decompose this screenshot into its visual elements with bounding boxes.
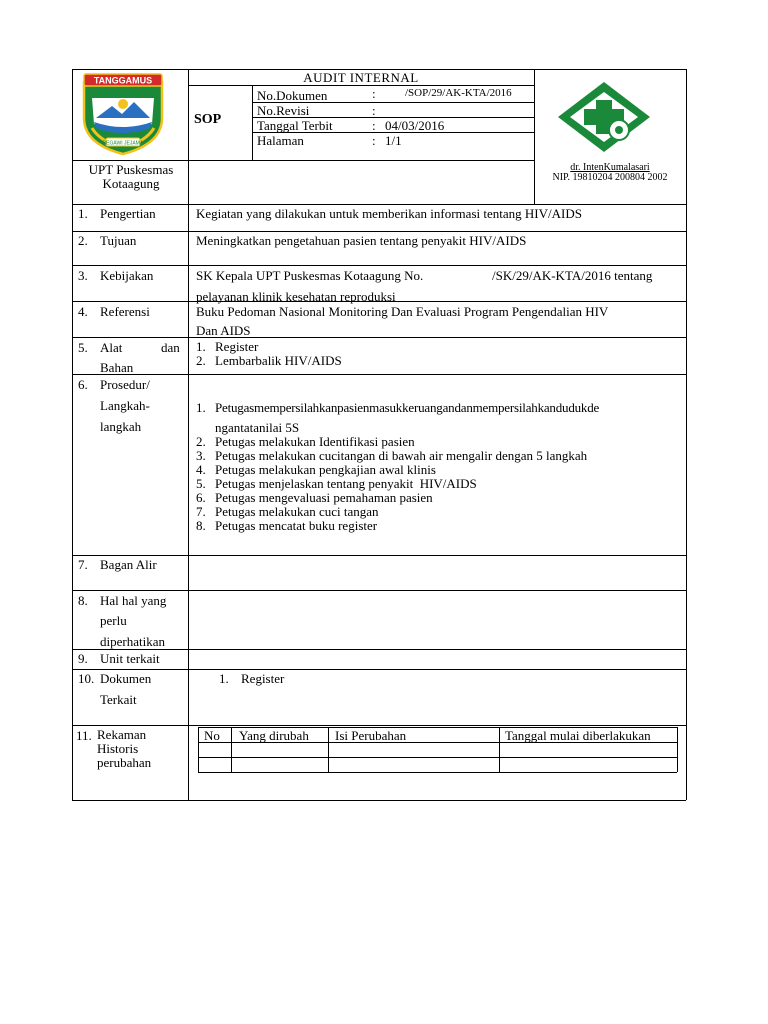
row-label-tujuan: Tujuan <box>100 233 137 248</box>
meta-value-tanggal: 04/03/2016 <box>385 118 445 133</box>
row-num-2: 2. <box>78 233 88 248</box>
step-1-line-1: Petugasmempersilahkanpasienmasukkeruangandanmempersilahkandudukde <box>215 400 600 415</box>
row-line-5 <box>72 337 686 338</box>
row-label-bagan: Bagan Alir <box>100 557 157 572</box>
row-label-hal-3: diperhatikan <box>100 634 165 649</box>
org-name: UPT Puskesmas Kotaagung <box>88 162 174 191</box>
history-table <box>198 727 677 772</box>
row-line-8 <box>72 590 686 591</box>
list-item-text: Lembarbalik HIV/AIDS <box>215 353 342 368</box>
sop-label: SOP <box>194 112 222 127</box>
row-label-bahan: Bahan <box>100 360 134 375</box>
list-item: 2. <box>196 353 206 368</box>
meta-sep-halaman: : <box>372 133 376 148</box>
row-line-9 <box>72 649 686 650</box>
border-left <box>72 69 73 800</box>
svg-text:TANGGAMUS: TANGGAMUS <box>93 75 153 86</box>
step-number-1: 1. <box>196 400 206 415</box>
meta-value-dokumen: /SOP/29/AK-KTA/2016 <box>405 87 512 99</box>
step-text-3: Petugas melakukan cucitangan di bawah air mengalir dengan 5 langkah <box>215 448 588 463</box>
row-label-prosedur-3: langkah <box>100 419 142 434</box>
row-num-11: 11. <box>76 728 92 743</box>
row-num-7: 7. <box>78 557 88 572</box>
title-underline <box>188 85 534 86</box>
document-title: AUDIT INTERNAL <box>303 70 419 85</box>
list-item: 1. <box>196 339 206 354</box>
step-text-6: Petugas mengevaluasi pemahaman pasien <box>215 490 433 505</box>
signer-nip: NIP. 19810204 200804 2002 <box>552 172 668 183</box>
meta-line-bottom <box>188 160 534 161</box>
signer-name: dr. IntenKumalasari <box>570 162 650 173</box>
history-header-isi-perubahan: Isi Perubahan <box>335 728 407 743</box>
row-label-rekaman: Rekaman Historis perubahan <box>97 727 152 770</box>
dokumen-item-number: 1. <box>219 671 229 686</box>
row-label-pengertian: Pengertian <box>100 206 156 221</box>
row-line-6 <box>72 374 686 375</box>
logo-cell-bottom <box>72 160 188 161</box>
row-label-unit: Unit terkait <box>100 651 160 666</box>
meta-label-revisi: No.Revisi <box>257 103 310 118</box>
row-content-referensi-a: Buku Pedoman Nasional Monitoring Dan Evaluasi Program Pengendalian HIV <box>196 304 609 319</box>
dokumen-item-text: Register <box>241 671 285 686</box>
meta-label-tanggal: Tanggal Terbit <box>257 118 333 133</box>
step-number-8: 8. <box>196 518 206 533</box>
meta-label-dokumen: No.Dokumen <box>257 88 328 103</box>
col-divider-label <box>188 69 189 800</box>
row-line-11 <box>72 725 686 726</box>
step-text-5: Petugas menjelaskan tentang penyakit HIV/AIDS <box>215 476 477 491</box>
step-number-2: 2. <box>196 434 206 449</box>
row-num-4: 4. <box>78 304 88 319</box>
row-content-tujuan: Meningkatkan pengetahuan pasien tentang penyakit HIV/AIDS <box>196 233 527 248</box>
step-number-4: 4. <box>196 462 206 477</box>
row-num-6: 6. <box>78 377 88 392</box>
row-line-10 <box>72 669 686 670</box>
row-content-referensi-b: Dan AIDS <box>196 323 251 338</box>
meta-sep-revisi: : <box>372 103 376 118</box>
list-item-text: Register <box>215 339 259 354</box>
meta-label-halaman: Halaman <box>257 133 304 148</box>
row-label-hal-1: Hal hal yang <box>100 593 167 608</box>
step-text-8: Petugas mencatat buku register <box>215 518 378 533</box>
meta-sep-tanggal: : <box>372 118 376 133</box>
step-1-line-2: ngantatanilai 5S <box>215 420 300 435</box>
row-label-kebijakan: Kebijakan <box>100 268 154 283</box>
history-header-no: No <box>204 728 220 743</box>
step-text-7: Petugas melakukan cuci tangan <box>215 504 379 519</box>
tanggamus-logo <box>78 72 168 156</box>
puskesmas-logo <box>548 78 660 156</box>
row-num-10: 10. <box>78 671 95 686</box>
row-label-dokumen-1: Dokumen <box>100 671 152 686</box>
step-text-2: Petugas melakukan Identifikasi pasien <box>215 434 415 449</box>
step-number-7: 7. <box>196 504 206 519</box>
row-num-1: 1. <box>78 206 88 221</box>
history-header-tanggal: Tanggal mulai diberlakukan <box>505 728 651 743</box>
step-number-3: 3. <box>196 448 206 463</box>
sop-divider <box>252 85 253 160</box>
row-content-kebijakan-c: pelayanan klinik kesehatan reproduksi <box>196 289 396 304</box>
row-num-3: 3. <box>78 268 88 283</box>
row-num-8: 8. <box>78 593 88 608</box>
row-label-referensi: Referensi <box>100 304 150 319</box>
row-line-3 <box>72 265 686 266</box>
col-divider-logo <box>534 69 535 204</box>
row-label-prosedur-2: Langkah- <box>100 398 150 413</box>
border-right <box>686 69 687 800</box>
step-text-4: Petugas melakukan pengkajian awal klinis <box>215 462 436 477</box>
row-line-1 <box>72 204 686 205</box>
row-num-9: 9. <box>78 651 88 666</box>
step-number-6: 6. <box>196 490 206 505</box>
row-content-pengertian: Kegiatan yang dilakukan untuk memberikan informasi tentang HIV/AIDS <box>196 206 582 221</box>
row-content-kebijakan-a: SK Kepala UPT Puskesmas Kotaagung No. <box>196 268 424 283</box>
border-bottom <box>72 800 686 801</box>
meta-value-halaman: 1/1 <box>385 133 402 148</box>
history-header-yang-dirubah: Yang dirubah <box>239 728 309 743</box>
row-num-5: 5. <box>78 340 88 355</box>
row-label-prosedur-1: Prosedur/ <box>100 377 150 392</box>
step-number-5: 5. <box>196 476 206 491</box>
row-line-2 <box>72 231 686 232</box>
row-content-kebijakan-b: /SK/29/AK-KTA/2016 tentang <box>492 268 653 283</box>
meta-sep-dokumen: : <box>372 86 376 101</box>
row-label-dokumen-2: Terkait <box>100 692 137 707</box>
row-line-7 <box>72 555 686 556</box>
row-label-hal-2: perlu <box>100 613 127 628</box>
row-label-alat: Alat <box>100 340 123 355</box>
svg-text:BEGAWI JEJAMA: BEGAWI JEJAMA <box>102 140 144 147</box>
row-label-dan: dan <box>161 340 180 355</box>
